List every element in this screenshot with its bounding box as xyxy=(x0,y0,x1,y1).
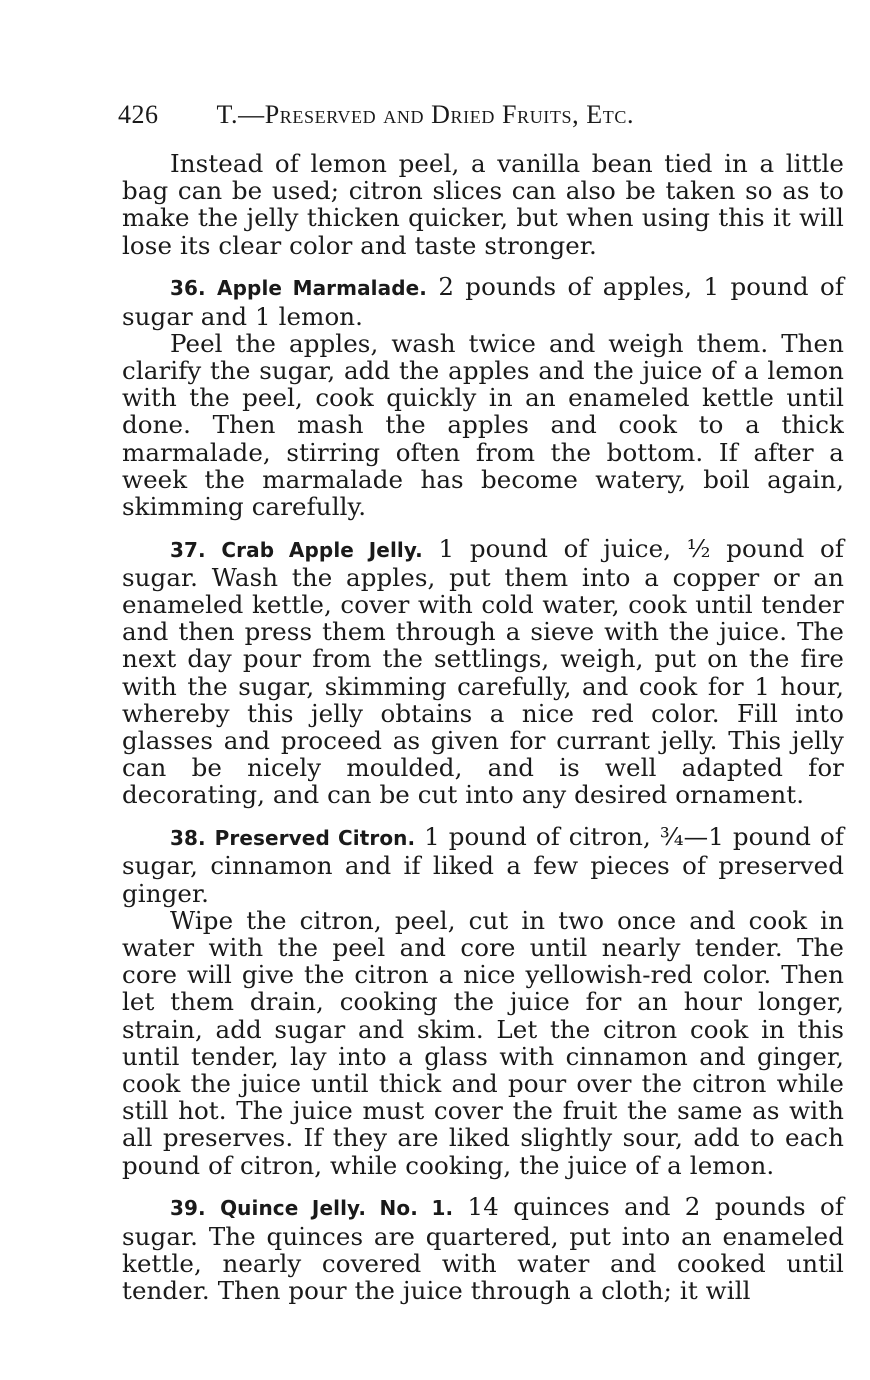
recipe-38-heading xyxy=(122,823,844,907)
recipe-ingredients: 14 quinces and 2 pounds of sugar. The quinces are quartered, put into an enameled kettle, nearly covered with water and cooked until tender. Then pour the juice through a cloth; it will xyxy=(122,1192,845,1305)
recipe-number: 37. xyxy=(170,537,206,562)
chapter-title: T.—Preserved and Dried Fruits, Etc. xyxy=(216,100,635,129)
recipe-name: Apple Marmalade. xyxy=(217,276,427,301)
page-number: 426 xyxy=(118,100,159,129)
spacer xyxy=(122,809,844,824)
page-body xyxy=(122,150,844,1304)
running-head xyxy=(118,100,838,130)
recipe-ingredients: 2 pounds of apples, 1 pound of sugar and 1 lemon. xyxy=(122,272,844,331)
recipe-37-heading xyxy=(122,535,844,809)
spacer xyxy=(122,259,844,274)
spacer xyxy=(122,1179,844,1194)
recipe-ingredients: 1 pound of juice, ½ pound of sugar. Wash the apples, put them into a copper or an enameled kettle, cover with cold water, cook until tender and then press them through a sieve with the juice. The next day pour from the settlings, weigh, put on the fire with the sugar, skimming carefully, and cook for 1 hour, whereby this jelly obtains a nice red color. Fill into glasses and proceed as given for currant jelly. This jelly can be nicely moulded, and is well adapted for decorating, and can be cut into any desired ornament. xyxy=(122,533,845,810)
recipe-36-heading xyxy=(122,273,844,329)
recipe-39-heading xyxy=(122,1193,844,1304)
recipe-36-body: Peel the apples, wash twice and weigh them. Then clarify the sugar, add the apples and the juice of a lemon with the peel, cook quickly in an enameled kettle until done. Then mash the apples and cook to a thick marmalade, stirring often from the bottom. If after a week the marmalade has become watery, boil again, skimming carefully. xyxy=(122,328,844,521)
recipe-number: 36. xyxy=(170,276,206,301)
recipe-ingredients: 1 pound of citron, ¾—1 pound of sugar, cinnamon and if liked a few pieces of preserved ginger. xyxy=(122,822,844,908)
recipe-name: Quince Jelly. No. 1. xyxy=(220,1196,454,1221)
recipe-name: Crab Apple Jelly. xyxy=(221,537,423,562)
recipe-name: Preserved Citron. xyxy=(214,826,416,851)
recipe-number: 38. xyxy=(170,826,206,851)
intro-paragraph: Instead of lemon peel, a vanilla bean tied in a little bag can be used; citron slices can also be taken so as to make the jelly thicken quicker, but when using this it will lose its clear color and taste stronger. xyxy=(122,149,844,260)
recipe-number: 39. xyxy=(170,1196,206,1221)
spacer xyxy=(122,520,844,535)
recipe-38-body: Wipe the citron, peel, cut in two once and cook in water with the peel and core until nearly tender. The core will give the citron a nice yellowish-red color. Then let them drain, cooking the juice for an hour longer, strain, add sugar and skim. Let the citron cook in this until tender, lay into a glass with cinnamon and ginger, cook the juice until thick and pour over the citron while still hot. The juice must cover the fruit the same as with all preserves. If they are liked slightly sour, add to each pound of citron, while cooking, the juice of a lemon. xyxy=(122,905,844,1180)
